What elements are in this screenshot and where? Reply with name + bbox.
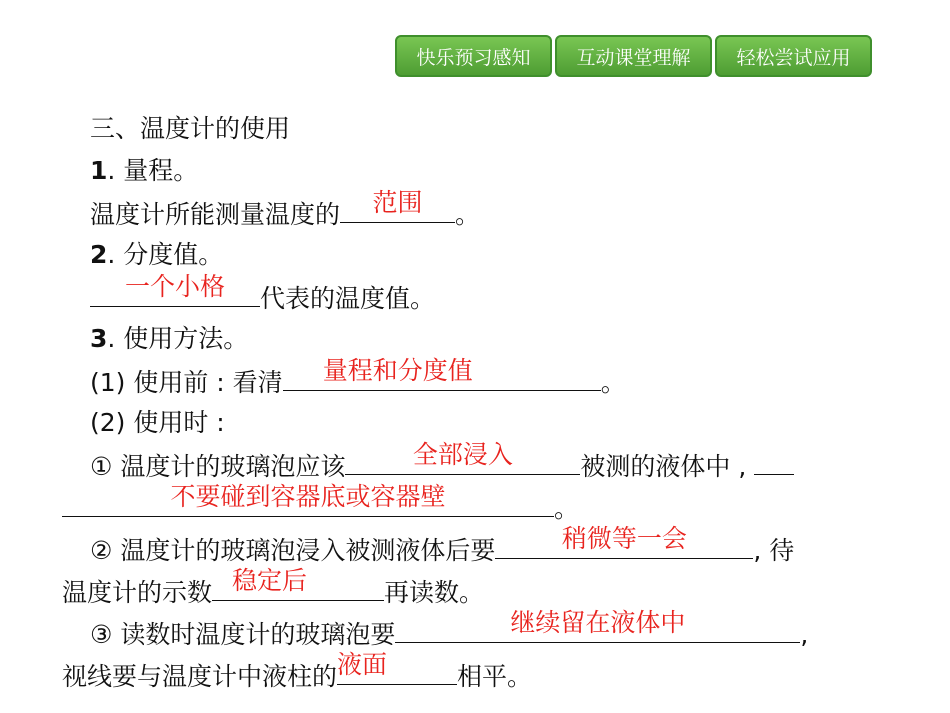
step1b-end: 。 (554, 494, 580, 523)
step2-end: , 待 (753, 536, 795, 565)
step3b-line (62, 650, 533, 694)
before-use-blank (283, 356, 601, 391)
step2b-answer: 稳定后 (232, 566, 308, 595)
step3-line (90, 608, 809, 652)
division-heading-number: 2 (90, 240, 108, 269)
step2-text: ② 温度计的玻璃泡浸入被测液体后要 (90, 536, 496, 565)
step1b-blank (62, 482, 554, 517)
step3b-end: 相平。 (457, 662, 533, 691)
step2b-end: 再读数。 (384, 578, 485, 607)
tab-classroom[interactable]: 互动课堂理解 (555, 35, 712, 77)
usage-heading-text: . 使用方法。 (107, 324, 249, 353)
step3b-blank (337, 650, 457, 685)
range-heading-number: 1 (90, 156, 108, 185)
division-answer: 一个小格 (124, 272, 225, 301)
step3b-text: 视线要与温度计中液柱的 (62, 662, 338, 691)
step2-answer: 稍微等一会 (561, 524, 687, 553)
step2-blank (495, 524, 753, 559)
division-line (90, 272, 436, 316)
range-end: 。 (455, 200, 481, 229)
step1b-answer: 不要碰到容器底或容器壁 (170, 482, 446, 511)
step1-line (90, 440, 794, 484)
before-use-line (90, 356, 626, 400)
before-use-end: 。 (600, 368, 626, 397)
step3-text: ③ 读数时温度计的玻璃泡要 (90, 620, 396, 649)
step3-end: , (800, 620, 809, 649)
step1-blank (345, 440, 580, 475)
division-heading (90, 238, 223, 272)
range-heading-text: . 量程。 (107, 156, 199, 185)
tab-practice[interactable]: 轻松尝试应用 (715, 35, 872, 77)
range-blank (340, 188, 455, 223)
range-answer: 范围 (372, 188, 423, 217)
during-use-line (90, 406, 225, 440)
step3-answer: 继续留在液体中 (510, 608, 686, 637)
step1b-line (62, 482, 580, 526)
division-blank (90, 272, 260, 307)
usage-heading-number: 3 (90, 324, 108, 353)
range-line (90, 188, 481, 232)
step2b-line (62, 566, 485, 610)
range-heading (90, 154, 198, 188)
section-title (90, 112, 290, 146)
section-title-text: 三、温度计的使用 (90, 114, 291, 143)
step1-mid: 被测的液体中 , (580, 452, 747, 481)
before-use-text: (1) 使用前 : 看清 (90, 368, 283, 397)
division-heading-text: . 分度值。 (107, 240, 224, 269)
step1-text: ① 温度计的玻璃泡应该 (90, 452, 346, 481)
during-use-text: (2) 使用时 : (90, 408, 225, 437)
division-text: 代表的温度值。 (260, 284, 436, 313)
step1-answer: 全部浸入 (412, 440, 513, 469)
step3-blank (395, 608, 800, 643)
before-use-answer: 量程和分度值 (322, 356, 473, 385)
step2b-text: 温度计的示数 (62, 578, 213, 607)
step2b-blank (212, 566, 384, 601)
step1-tail-blank (754, 448, 794, 475)
usage-heading (90, 322, 248, 356)
nav-tabs (395, 35, 872, 77)
tab-preview[interactable]: 快乐预习感知 (395, 35, 552, 77)
step2-line (90, 524, 795, 568)
step3b-answer: 液面 (337, 650, 388, 679)
range-text: 温度计所能测量温度的 (90, 200, 341, 229)
